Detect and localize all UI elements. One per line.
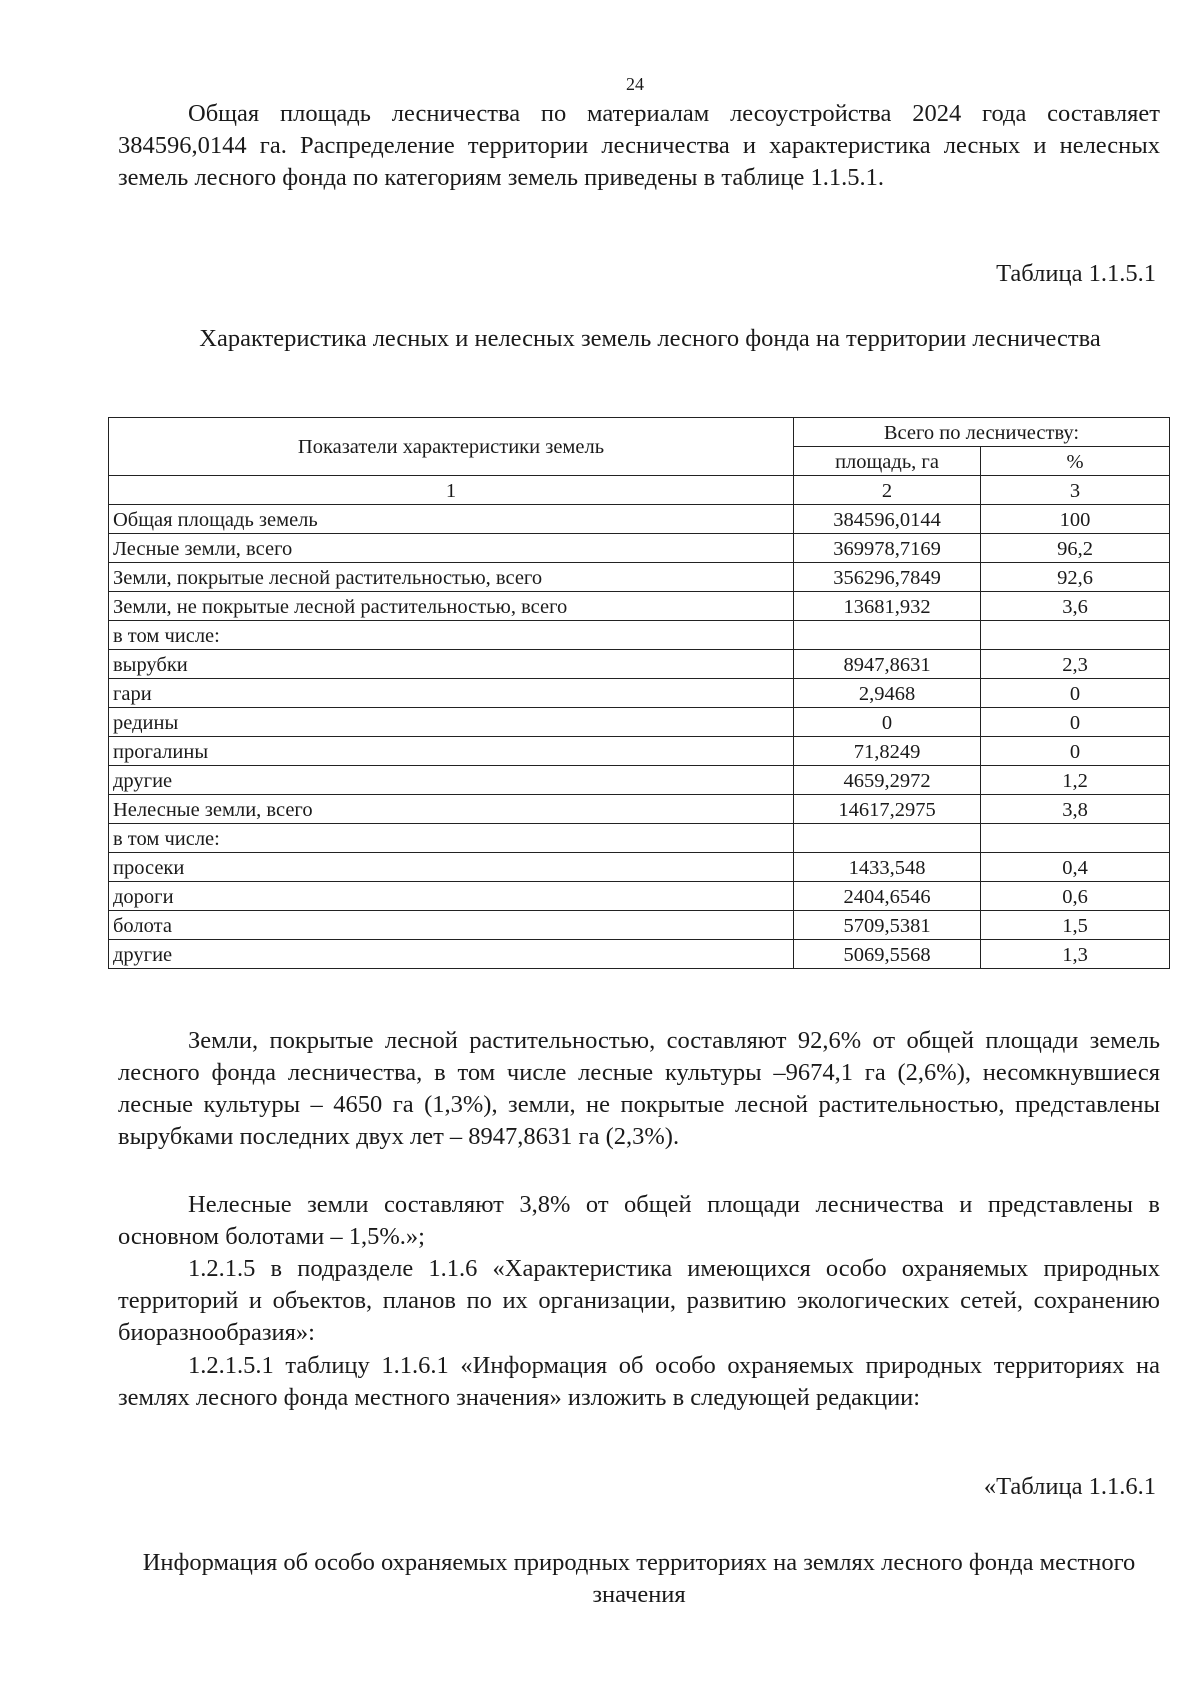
table-header-row — [109, 418, 1170, 447]
table-row — [109, 824, 1170, 853]
row-area-cell: 0 — [794, 708, 981, 737]
row-name-cell: Лесные земли, всего — [109, 534, 794, 563]
row-name-cell: другие — [109, 940, 794, 969]
row-area-cell: 369978,7169 — [794, 534, 981, 563]
row-name-cell: в том числе: — [109, 621, 794, 650]
table2-title: Информация об особо охраняемых природных территориях на землях лесного фонда местного значения — [142, 1549, 1136, 1608]
row-name-cell: болота — [109, 911, 794, 940]
row-percent-cell: 0,4 — [981, 853, 1170, 882]
table-row — [109, 940, 1170, 969]
row-name-cell: Нелесные земли, всего — [109, 795, 794, 824]
row-area-cell: 71,8249 — [794, 737, 981, 766]
row-percent-cell: 100 — [981, 505, 1170, 534]
row-percent-cell: 0 — [981, 708, 1170, 737]
row-area-cell: 4659,2972 — [794, 766, 981, 795]
row-percent-cell — [981, 621, 1170, 650]
table-row — [109, 853, 1170, 882]
intro-paragraph: Общая площадь лесничества по материалам лесоустройства 2024 года составляет 384596,0144 га. Распределение территории лесничества и характеристика лесных и нелесных земель лесного фонда по категориям земель приведены в таблице 1.1.5.1. — [118, 100, 1160, 191]
table-row — [109, 650, 1170, 679]
row-percent-cell: 3,6 — [981, 592, 1170, 621]
table-row — [109, 882, 1170, 911]
row-area-cell: 8947,8631 — [794, 650, 981, 679]
row-percent-cell: 2,3 — [981, 650, 1170, 679]
table-row — [109, 563, 1170, 592]
row-percent-cell: 1,5 — [981, 911, 1170, 940]
row-percent-cell — [981, 824, 1170, 853]
forest-cover-paragraph: Земли, покрытые лесной растительностью, составляют 92,6% от общей площади земель лесного фонда лесничества, в том числе лесные культуры –9674,1 га (2,6%), несомкнувшиеся лесные культуры – 4650 га (1,3%), земли, не покрытые лесной растительностью, представлены вырубками последних двух лет – 8947,8631 га (2,3%). — [118, 1027, 1160, 1150]
table1-title: Характеристика лесных и нелесных земель лесного фонда на территории лесничества — [199, 325, 1101, 352]
column-numbers-row — [109, 476, 1170, 505]
row-name-cell: Общая площадь земель — [109, 505, 794, 534]
header-indicator: Показатели характеристики земель — [109, 418, 794, 476]
header-area: площадь, га — [794, 447, 981, 476]
table-row — [109, 708, 1170, 737]
row-area-cell: 14617,2975 — [794, 795, 981, 824]
land-characteristics-table — [108, 417, 1170, 969]
row-name-cell: прогалины — [109, 737, 794, 766]
row-area-cell: 2,9468 — [794, 679, 981, 708]
row-name-cell: Земли, не покрытые лесной растительностью, всего — [109, 592, 794, 621]
row-name-cell: в том числе: — [109, 824, 794, 853]
section-1-2-1-5-1-paragraph: 1.2.1.5.1 таблицу 1.1.6.1 «Информация об особо охраняемых природных территориях на землях лесного фонда местного значения» изложить в следующей редакции: — [118, 1352, 1160, 1411]
column-number: 1 — [109, 476, 794, 505]
row-percent-cell: 92,6 — [981, 563, 1170, 592]
row-percent-cell: 96,2 — [981, 534, 1170, 563]
row-name-cell: Земли, покрытые лесной растительностью, всего — [109, 563, 794, 592]
table-row — [109, 679, 1170, 708]
table-row — [109, 795, 1170, 824]
row-name-cell: редины — [109, 708, 794, 737]
header-percent: % — [981, 447, 1170, 476]
row-percent-cell: 0 — [981, 679, 1170, 708]
header-group: Всего по лесничеству: — [794, 418, 1170, 447]
table2-caption: «Таблица 1.1.6.1 — [983, 1473, 1156, 1500]
row-name-cell: просеки — [109, 853, 794, 882]
row-area-cell: 1433,548 — [794, 853, 981, 882]
row-percent-cell: 1,2 — [981, 766, 1170, 795]
table-row — [109, 621, 1170, 650]
row-name-cell: вырубки — [109, 650, 794, 679]
column-number: 3 — [981, 476, 1170, 505]
table-row — [109, 911, 1170, 940]
row-area-cell: 356296,7849 — [794, 563, 981, 592]
table-row — [109, 737, 1170, 766]
table-row — [109, 505, 1170, 534]
table-row — [109, 534, 1170, 563]
page-number: 24 — [626, 74, 644, 94]
row-area-cell: 5709,5381 — [794, 911, 981, 940]
row-percent-cell: 1,3 — [981, 940, 1170, 969]
row-percent-cell: 3,8 — [981, 795, 1170, 824]
row-name-cell: дороги — [109, 882, 794, 911]
column-number: 2 — [794, 476, 981, 505]
row-area-cell: 2404,6546 — [794, 882, 981, 911]
row-area-cell: 384596,0144 — [794, 505, 981, 534]
nonforest-paragraph: Нелесные земли составляют 3,8% от общей площади лесничества и представлены в основном болотами – 1,5%.»; — [118, 1191, 1160, 1250]
table-row — [109, 592, 1170, 621]
row-area-cell — [794, 824, 981, 853]
row-percent-cell: 0,6 — [981, 882, 1170, 911]
row-name-cell: гари — [109, 679, 794, 708]
row-percent-cell: 0 — [981, 737, 1170, 766]
table-row — [109, 766, 1170, 795]
table1-caption: Таблица 1.1.5.1 — [996, 260, 1156, 287]
row-area-cell: 13681,932 — [794, 592, 981, 621]
section-1-2-1-5-paragraph: 1.2.1.5 в подразделе 1.1.6 «Характеристика имеющихся особо охраняемых природных территорий и объектов, планов по их организации, развитию экологических сетей, сохранению биоразнообразия»: — [118, 1255, 1160, 1346]
row-name-cell: другие — [109, 766, 794, 795]
row-area-cell: 5069,5568 — [794, 940, 981, 969]
row-area-cell — [794, 621, 981, 650]
